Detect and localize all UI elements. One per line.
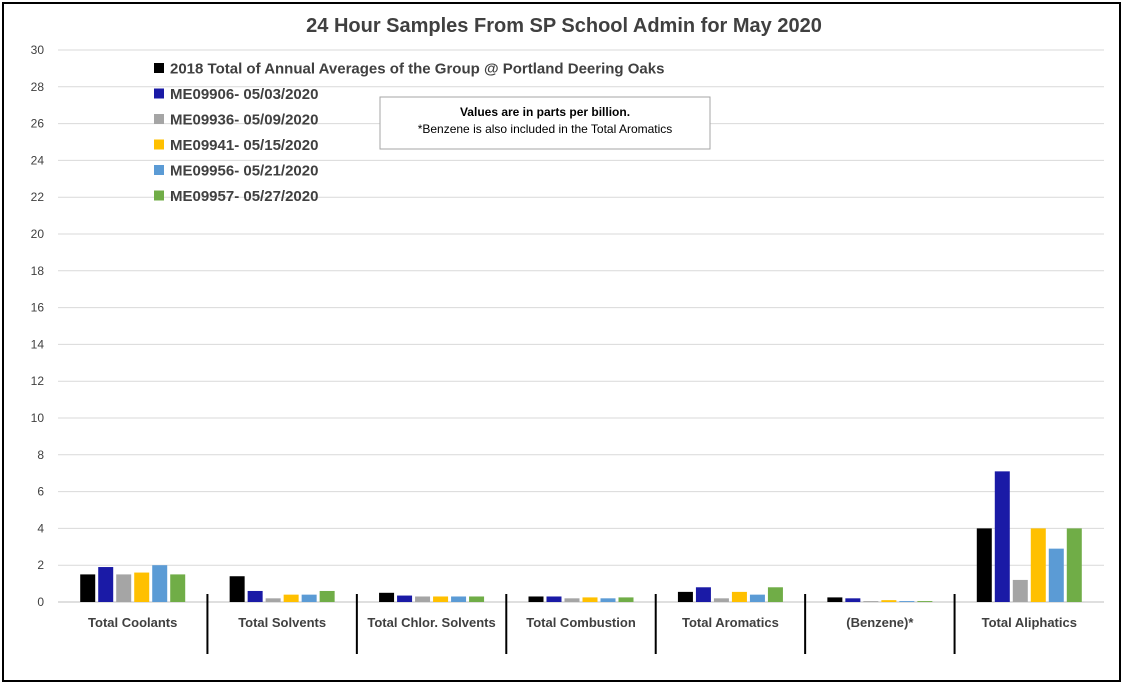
bar bbox=[302, 595, 317, 602]
bar bbox=[565, 598, 580, 602]
bar bbox=[619, 597, 634, 602]
bar bbox=[899, 601, 914, 602]
legend-swatch bbox=[154, 63, 164, 73]
bar bbox=[230, 576, 245, 602]
bar bbox=[827, 597, 842, 602]
legend-swatch bbox=[154, 114, 164, 124]
bar bbox=[397, 596, 412, 602]
y-tick-label: 16 bbox=[30, 300, 44, 315]
bar bbox=[80, 574, 95, 602]
bar bbox=[678, 592, 693, 602]
x-axis bbox=[88, 594, 1077, 654]
chart-frame bbox=[2, 2, 1121, 682]
bar bbox=[977, 528, 992, 602]
bar-chart bbox=[4, 4, 1119, 680]
bar bbox=[768, 587, 783, 602]
legend-label: ME09936- 05/09/2020 bbox=[170, 111, 319, 129]
bar bbox=[415, 596, 430, 602]
bar bbox=[320, 591, 335, 602]
legend-label: ME09957- 05/27/2020 bbox=[170, 188, 319, 205]
bar bbox=[134, 573, 149, 602]
bar bbox=[732, 592, 747, 602]
bar bbox=[995, 471, 1010, 602]
y-tick-label: 20 bbox=[30, 227, 44, 241]
y-tick-label: 24 bbox=[30, 153, 44, 168]
legend-label: ME09906- 05/03/2020 bbox=[170, 86, 319, 103]
x-tick-label: Total Aliphatics bbox=[981, 615, 1077, 630]
x-tick-label: Total Combustion bbox=[526, 615, 636, 630]
y-axis bbox=[31, 43, 45, 609]
legend-swatch bbox=[154, 191, 164, 201]
bars bbox=[80, 471, 1082, 602]
chart-title: 24 Hour Samples From SP School Admin for May 2020 bbox=[306, 15, 822, 37]
bar bbox=[284, 595, 299, 602]
x-tick-label: Total Chlor. Solvents bbox=[367, 615, 496, 630]
y-tick-label: 2 bbox=[37, 558, 44, 573]
x-tick-label: Total Aromatics bbox=[682, 615, 779, 630]
bar bbox=[601, 598, 616, 602]
y-tick-label: 18 bbox=[30, 263, 44, 278]
bar bbox=[696, 587, 711, 602]
legend-swatch bbox=[154, 140, 164, 150]
bar bbox=[379, 593, 394, 602]
y-tick-label: 4 bbox=[37, 521, 44, 536]
bar bbox=[116, 574, 131, 602]
bar bbox=[917, 601, 932, 602]
bar bbox=[248, 591, 263, 602]
x-tick-label: Total Solvents bbox=[238, 615, 327, 630]
annotation-benzene: *Benzene is also included in the Total Aromatics bbox=[417, 122, 673, 136]
bar bbox=[170, 574, 185, 602]
legend-swatch bbox=[154, 165, 164, 175]
bar bbox=[152, 565, 167, 602]
legend-label: ME09941- 05/15/2020 bbox=[170, 137, 319, 154]
y-tick-label: 12 bbox=[30, 374, 44, 389]
y-tick-label: 14 bbox=[30, 337, 44, 352]
bar bbox=[451, 596, 466, 602]
legend-label: 2018 Total of Annual Averages of the Group @ Portland Deering Oaks bbox=[170, 60, 665, 78]
y-tick-label: 0 bbox=[37, 595, 44, 609]
y-tick-label: 26 bbox=[30, 116, 44, 131]
bar bbox=[98, 567, 113, 602]
bar bbox=[845, 598, 860, 602]
y-tick-label: 8 bbox=[37, 447, 44, 462]
bar bbox=[750, 595, 765, 602]
bar bbox=[469, 596, 484, 602]
annotation-units: Values are in parts per billion. bbox=[459, 105, 631, 119]
x-tick-label: Total Coolants bbox=[88, 615, 178, 630]
bar bbox=[714, 598, 729, 602]
y-tick-label: 10 bbox=[30, 411, 44, 425]
legend-label: ME09956- 05/21/2020 bbox=[170, 162, 319, 180]
y-tick-label: 28 bbox=[30, 79, 44, 94]
legend-swatch bbox=[154, 89, 164, 99]
y-tick-label: 30 bbox=[30, 43, 44, 57]
bar bbox=[547, 596, 562, 602]
bar bbox=[583, 597, 598, 602]
bar bbox=[1013, 580, 1028, 602]
y-tick-label: 6 bbox=[37, 484, 44, 499]
y-tick-label: 22 bbox=[30, 190, 44, 205]
bar bbox=[433, 596, 448, 602]
bar bbox=[529, 596, 544, 602]
bar bbox=[1031, 528, 1046, 602]
annotation-box bbox=[380, 97, 710, 149]
bar bbox=[881, 600, 896, 602]
bar bbox=[863, 601, 878, 602]
x-tick-label: (Benzene)* bbox=[846, 615, 914, 630]
bar bbox=[1049, 549, 1064, 602]
bar bbox=[1067, 528, 1082, 602]
bar bbox=[266, 598, 281, 602]
